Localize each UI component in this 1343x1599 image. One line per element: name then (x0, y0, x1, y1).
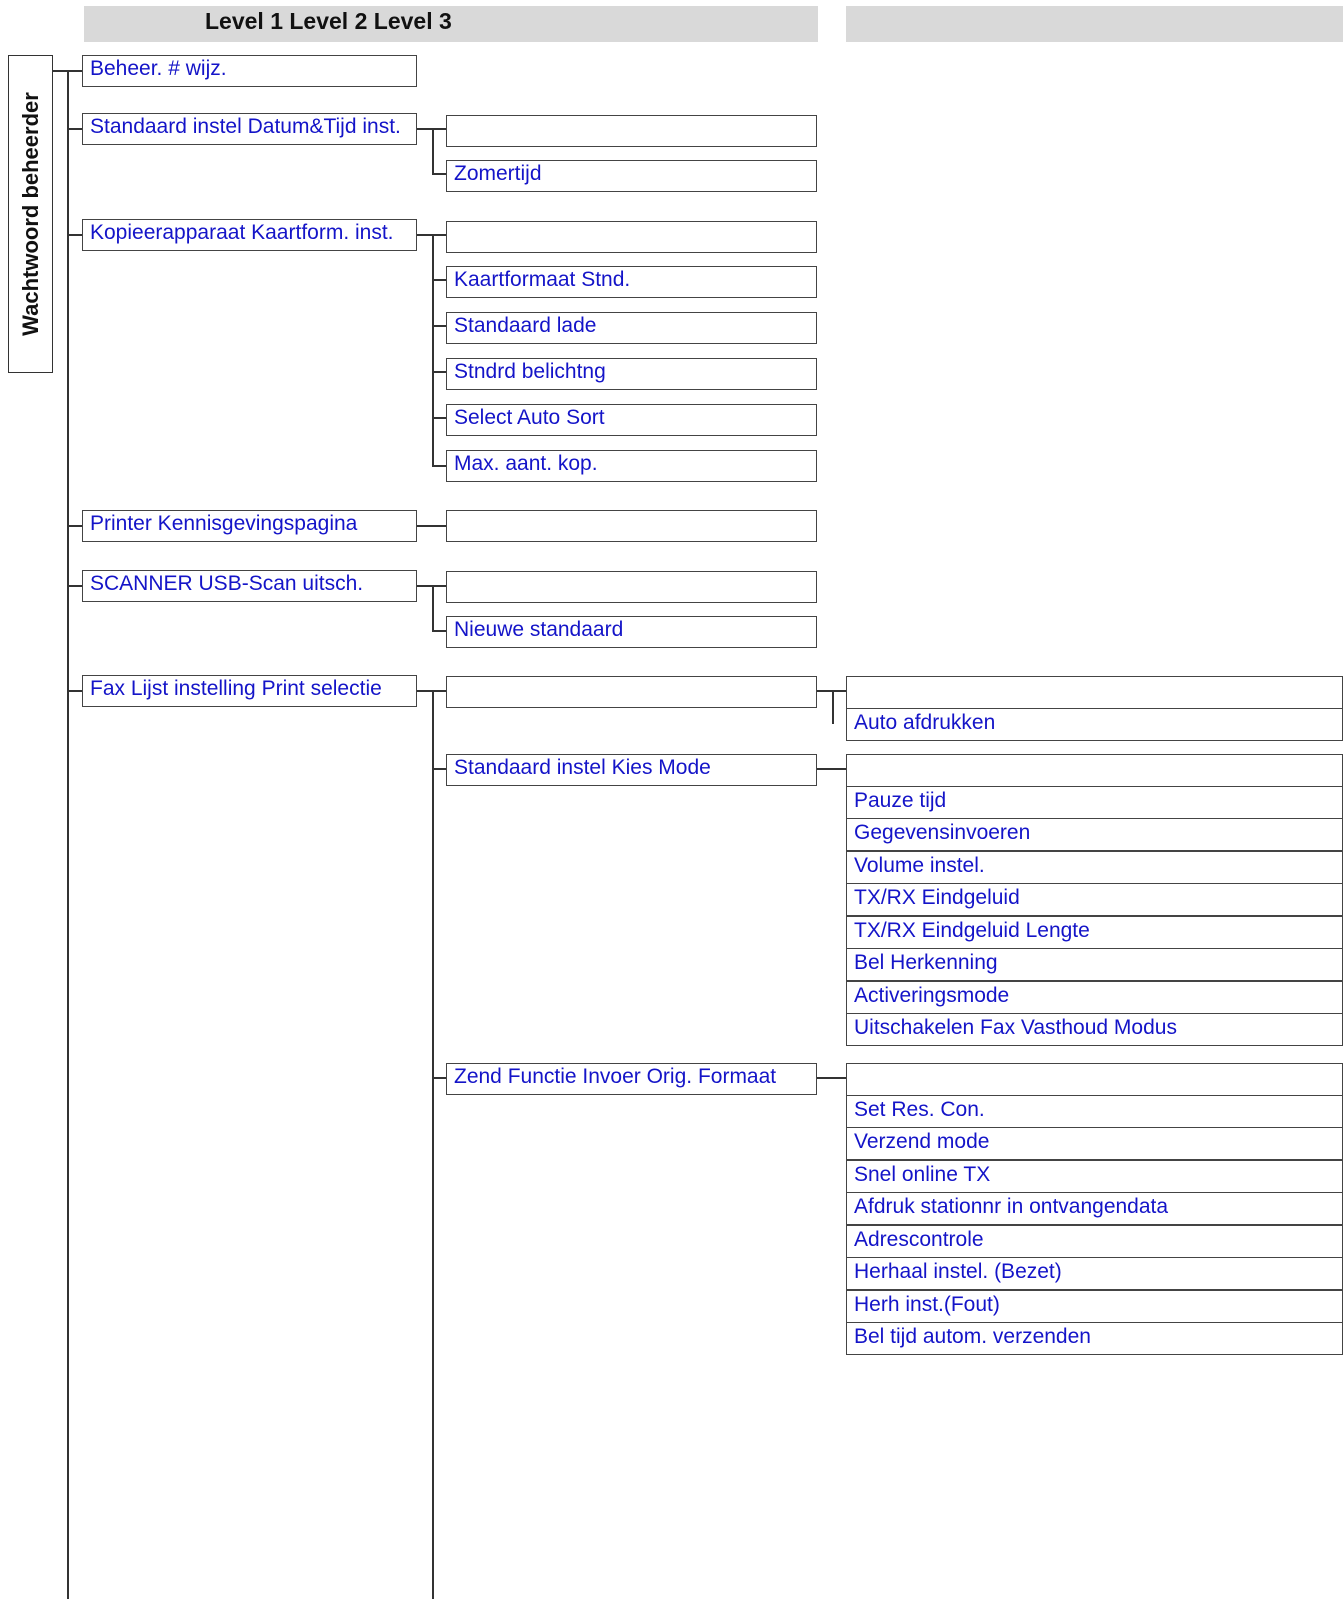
level2-node (446, 676, 817, 708)
level2-node (446, 510, 817, 542)
root-node (8, 55, 53, 373)
level1-node: Fax Lijst instelling Print selectie (82, 675, 417, 707)
level2-node: Standaard lade (446, 312, 817, 344)
level2-node: Zomertijd (446, 160, 817, 192)
level2-node (446, 221, 817, 253)
level3-node (846, 754, 1343, 787)
header-bar-level3 (846, 6, 1343, 42)
connector (832, 690, 834, 724)
level2-node: Zend Functie Invoer Orig. Formaat (446, 1063, 817, 1095)
connector (432, 371, 446, 373)
level3-node (846, 676, 1343, 709)
connector (67, 690, 82, 692)
level3-node: Gegevensinvoeren (846, 818, 1343, 851)
connector (432, 768, 446, 770)
level2-node (446, 571, 817, 603)
level1-node: SCANNER USB-Scan uitsch. (82, 570, 417, 602)
level3-node: Pauze tijd (846, 786, 1343, 819)
root-label: Wachtwoord beheerder (17, 92, 43, 336)
level3-node: Bel Herkenning (846, 948, 1343, 981)
level3-node: Activeringsmode (846, 981, 1343, 1014)
level2-node: Max. aant. kop. (446, 450, 817, 482)
level2-node: Standaard instel Kies Mode (446, 754, 817, 786)
level3-node: Snel online TX (846, 1160, 1343, 1193)
level3-node: TX/RX Eindgeluid Lengte (846, 916, 1343, 949)
level3-node: Verzend mode (846, 1127, 1343, 1160)
level3-node: Auto afdrukken (846, 708, 1343, 741)
level3-node: Volume instel. (846, 851, 1343, 884)
level1-node: Printer Kennisgevingspagina (82, 510, 417, 542)
level3-node: Bel tijd autom. verzenden (846, 1322, 1343, 1355)
connector (432, 325, 446, 327)
connector (432, 234, 434, 466)
connector (432, 173, 446, 175)
connector (67, 234, 82, 236)
connector (432, 1077, 446, 1079)
level2-node: Select Auto Sort (446, 404, 817, 436)
connector (432, 585, 434, 631)
level2-node (446, 115, 817, 147)
connector (432, 630, 446, 632)
level3-node: Herhaal instel. (Bezet) (846, 1257, 1343, 1290)
level3-node: Set Res. Con. (846, 1095, 1343, 1128)
level1-node: Kopieerapparaat Kaartform. inst. (82, 219, 417, 251)
level3-node: Herh inst.(Fout) (846, 1290, 1343, 1323)
connector (432, 279, 446, 281)
level3-node: Afdruk stationnr in ontvangendata (846, 1192, 1343, 1225)
level3-node: TX/RX Eindgeluid (846, 883, 1343, 916)
connector (67, 128, 82, 130)
level2-node: Nieuwe standaard (446, 616, 817, 648)
connector (817, 1077, 846, 1079)
level1-node: Standaard instel Datum&Tijd inst. (82, 113, 417, 145)
level3-node: Adrescontrole (846, 1225, 1343, 1258)
connector (432, 465, 446, 467)
connector (67, 585, 82, 587)
connector (417, 525, 446, 527)
level2-node: Kaartformaat Stnd. (446, 266, 817, 298)
connector (432, 690, 434, 1599)
level3-node (846, 1063, 1343, 1096)
level1-node: Beheer. # wijz. (82, 55, 417, 87)
connector (817, 768, 846, 770)
header-title: Level 1 Level 2 Level 3 (205, 8, 452, 34)
connector (67, 70, 69, 1599)
connector (432, 417, 446, 419)
connector (432, 128, 434, 174)
connector (67, 525, 82, 527)
level3-node: Uitschakelen Fax Vasthoud Modus (846, 1013, 1343, 1046)
level2-node: Stndrd belichtng (446, 358, 817, 390)
